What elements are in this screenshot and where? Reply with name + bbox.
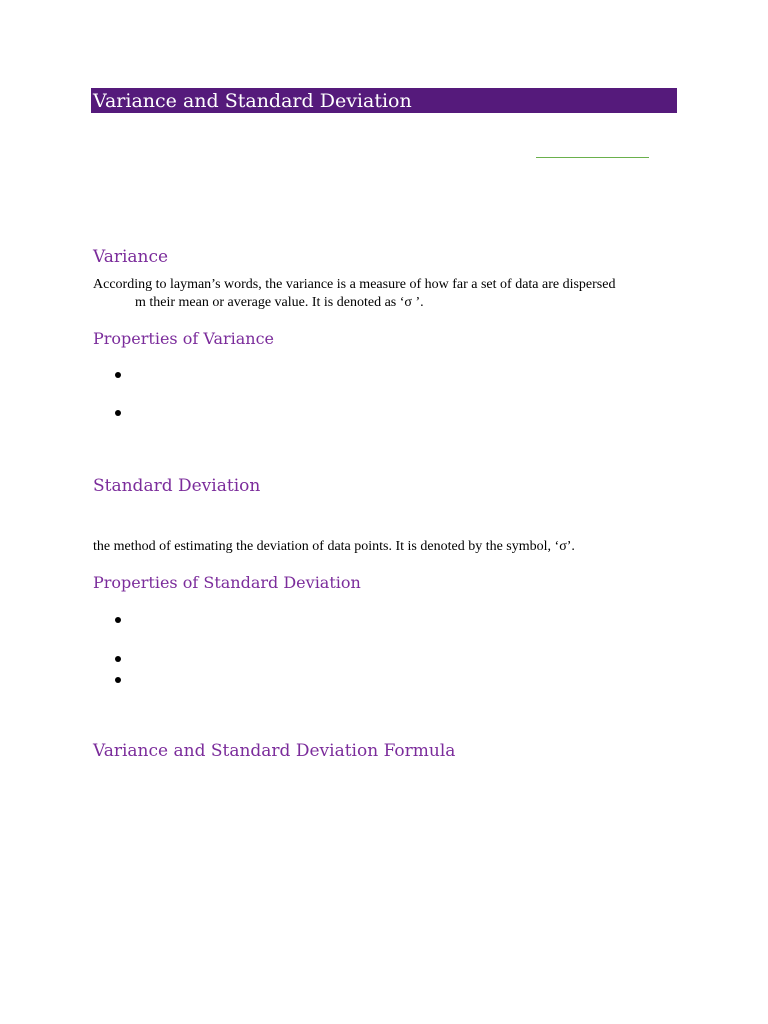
bullet-icon bbox=[115, 677, 121, 683]
standard-deviation-paragraph: the method of estimating the deviation of data points. It is denoted by the symbol, ‘σ’. bbox=[93, 539, 575, 554]
bullet-icon bbox=[115, 617, 121, 623]
heading-properties-of-variance: Properties of Variance bbox=[93, 329, 275, 348]
title-bar bbox=[91, 88, 677, 113]
heading-properties-of-standard-deviation: Properties of Standard Deviation bbox=[93, 573, 361, 592]
bullet-icon bbox=[115, 656, 121, 662]
document-title: Variance and Standard Deviation bbox=[93, 90, 412, 112]
heading-standard-deviation: Standard Deviation bbox=[93, 476, 261, 496]
variance-paragraph-line-2: m their mean or average value. It is denoted as ‘σ ’. bbox=[135, 295, 424, 310]
bullet-icon bbox=[115, 372, 121, 378]
variance-paragraph-line-1: According to layman’s words, the variance is a measure of how far a set of data are dispersed bbox=[93, 277, 616, 292]
green-underline-rule bbox=[536, 157, 649, 158]
bullet-icon bbox=[115, 410, 121, 416]
heading-variance: Variance bbox=[93, 247, 169, 267]
heading-variance-and-standard-deviation-formula: Variance and Standard Deviation Formula bbox=[93, 741, 456, 761]
